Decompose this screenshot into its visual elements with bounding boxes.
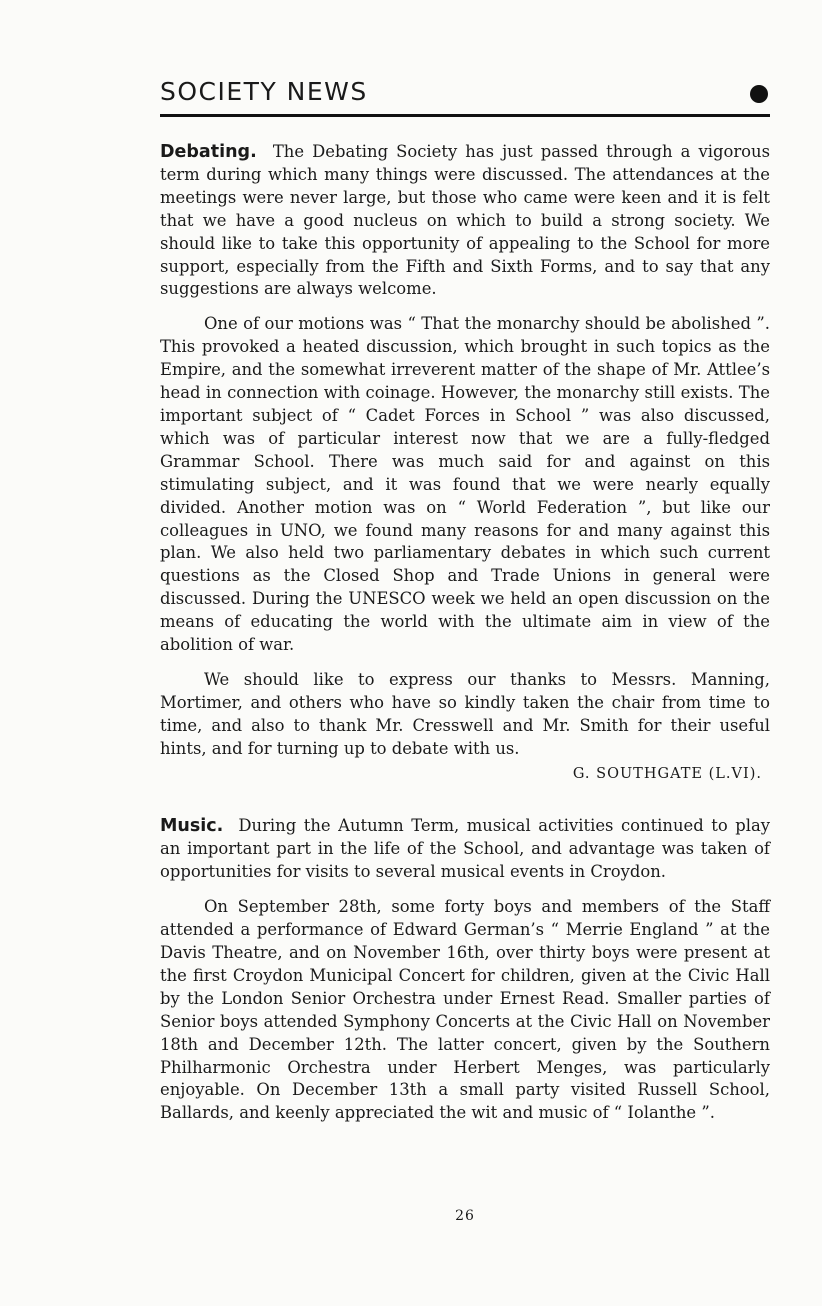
debating-heading: Debating. bbox=[160, 142, 257, 162]
debating-lead-text: The Debating Society has just passed through a vigorous term during which many things were discussed. The attendances at the meetings were never large, but those who came were keen and it is felt that we have a good nucleus on which to build a strong society. We should like to take this opportunity of appealing to the School for more support, especially from the Fifth and Sixth Forms, and to say that any suggestions are always welcome. bbox=[160, 142, 770, 299]
debating-paragraph-3: We should like to express our thanks to Messrs. Manning, Mortimer, and others who have so kindly taken the chair from time to time, and also to thank Mr. Cresswell and Mr. Smith for their useful hints, and for turning up to debate with us. bbox=[160, 669, 770, 758]
page bbox=[160, 70, 770, 1224]
page-title: SOCIETY NEWS bbox=[160, 77, 368, 106]
debating-signature: G. SOUTHGATE (L.VI). bbox=[572, 765, 762, 782]
page-header bbox=[160, 70, 770, 114]
music-lead-text: During the Autumn Term, musical activities continued to play an important part in the life of the School, and advantage was taken of opportunities for visits to several musical events in Croydon. bbox=[160, 816, 770, 882]
debating-paragraph-2: One of our motions was “ That the monarchy should be abolished ”. This provoked a heated discussion, which brought in such topics as the Empire, and the somewhat irreverent matter of the shape of Mr. Attlee’s head in connection with coinage. However, the monarchy still exists. The important subject of “ Cadet Forces in School ” was also discussed, which was of particular interest now that we are a fully-fledged Grammar School. There was much said for and against on this stimulating subject, and it was found that we were nearly equally divided. Another motion was on “ World Federation ”, but like our colleagues in UNO, we found many reasons for and many against this plan. We also held two parliamentary debates in which such current questions as the Closed Shop and Trade Unions in general were discussed. During the UNESCO week we held an open discussion on the means of educating the world with the ultimate aim in view of the abolition of war. bbox=[160, 314, 770, 655]
page-number: 26 bbox=[455, 1208, 475, 1224]
music-section bbox=[160, 815, 770, 1125]
debating-section bbox=[160, 141, 770, 785]
debating-lead-paragraph bbox=[160, 141, 770, 301]
bullet-dot-icon bbox=[750, 85, 768, 103]
music-lead-paragraph bbox=[160, 815, 770, 884]
music-paragraph-2: On September 28th, some forty boys and members of the Staff attended a performance of Edward German’s “ Merrie England ” at the Davis Theatre, and on November 16th, over thirty boys were present at the first Croydon Municipal Concert for children, given at the Civic Hall by the London Senior Orchestra under Ernest Read. Smaller parties of Senior boys attended Symphony Concerts at the Civic Hall on November 18th and December 12th. The latter concert, given by the Southern Philharmonic Orchestra under Herbert Menges, was particularly enjoyable. On December 13th a small party visited Russell School, Ballards, and keenly appreciated the wit and music of “ Iolanthe ”. bbox=[160, 897, 770, 1123]
music-heading: Music. bbox=[160, 816, 224, 837]
